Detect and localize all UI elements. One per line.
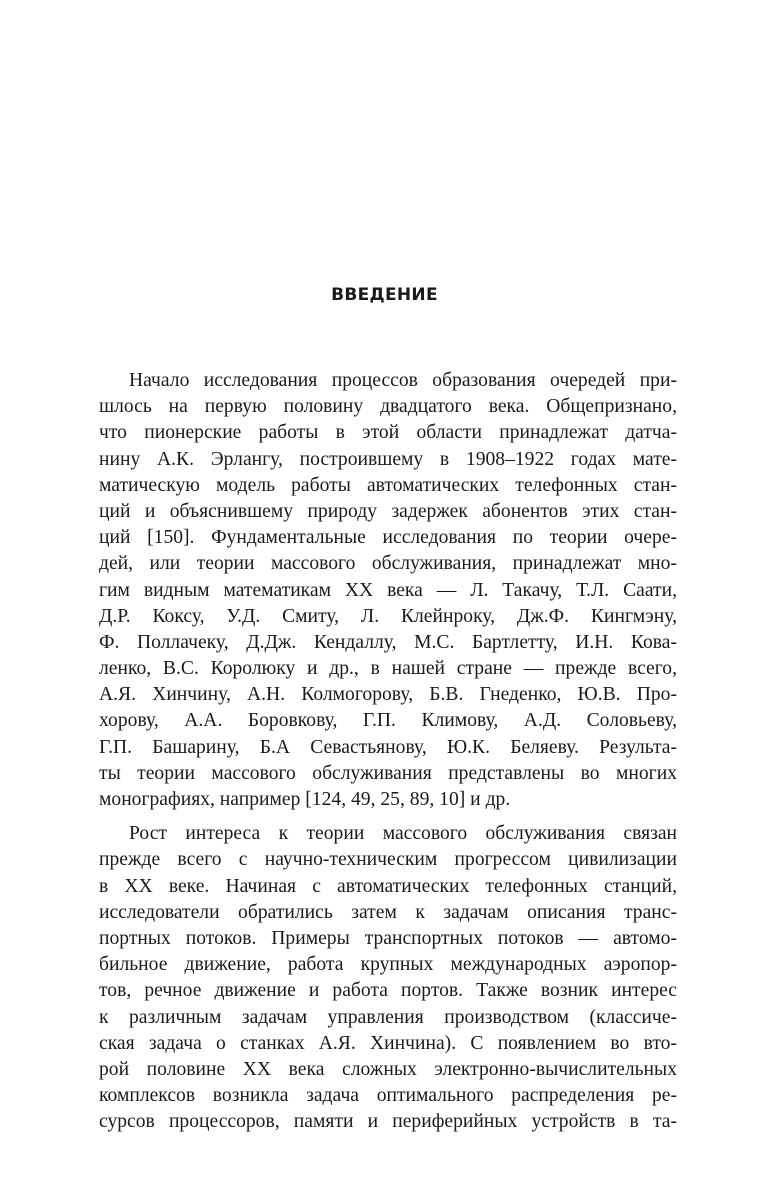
paragraph-2	[99, 821, 677, 1135]
text-line: Ф. Поллачеку, Д.Дж. Кендаллу, М.С. Бартлетту, И.Н. Кова-	[99, 631, 677, 653]
text-line: ская задача о станках А.Я. Хинчина). С появлением во вто-	[99, 1032, 677, 1054]
text-line: монографиях, например [124, 49, 25, 89, 10] и др.	[99, 789, 511, 810]
text-line: портных потоков. Примеры транспортных потоков — автомо-	[99, 927, 677, 949]
text-line: рой половине XX века сложных электронно-вычислительных	[99, 1058, 677, 1080]
text-line: матическую модель работы автоматических телефонных стан-	[99, 474, 677, 496]
text-line: сурсов процессоров, памяти и периферийных устройств в та-	[99, 1111, 677, 1133]
text-line: Д.Р. Коксу, У.Д. Смиту, Л. Клейнроку, Дж.Ф. Кингмэну,	[99, 605, 677, 627]
paragraph-gap	[99, 813, 677, 821]
text-line: Рост интереса к теории массового обслуживания связан	[129, 823, 677, 845]
text-line: бильное движение, работа крупных международных аэропор-	[99, 954, 677, 976]
text-line: шлось на первую половину двадцатого века. Общепризнано,	[99, 396, 677, 418]
text-line: в XX веке. Начиная с автоматических телефонных станций,	[99, 875, 677, 897]
text-line: прежде всего с научно-техническим прогрессом цивилизации	[99, 849, 677, 871]
text-line: дей, или теории массового обслуживания, принадлежат мно-	[99, 553, 677, 575]
text-line: исследователи обратились затем к задачам описания транс-	[99, 901, 677, 923]
text-line: тов, речное движение и работа портов. Также возник интерес	[99, 980, 677, 1002]
body-text	[99, 368, 677, 1135]
text-line: хорову, А.А. Боровкову, Г.П. Климову, А.Д. Соловьеву,	[99, 710, 677, 732]
text-line: гим видным математикам XX века — Л. Такачу, Т.Л. Саати,	[99, 579, 677, 601]
text-line: что пионерские работы в этой области принадлежат датча-	[99, 422, 677, 444]
text-line: комплексов возникла задача оптимального распределения ре-	[99, 1085, 677, 1107]
paragraph-1	[99, 368, 677, 813]
text-line: ций [150]. Фундаментальные исследования по теории очере-	[99, 527, 677, 549]
text-line: ций и объяснившему природу задержек абонентов этих стан-	[99, 500, 677, 522]
text-line: нину А.К. Эрлангу, построившему в 1908–1922 годах мате-	[99, 448, 677, 470]
text-line: к различным задачам управления производством (классиче-	[99, 1006, 677, 1028]
chapter-heading: ВВЕДЕНИЕ	[331, 285, 438, 305]
text-line: ленко, В.С. Королюку и др., в нашей стране — прежде всего,	[99, 658, 677, 680]
text-line: Начало исследования процессов образования очередей при-	[129, 370, 677, 391]
text-line: Г.П. Башарину, Б.А Севастьянову, Ю.К. Беляеву. Результа-	[99, 736, 677, 758]
text-line: ты теории массового обслуживания представлены во многих	[99, 762, 677, 784]
text-line: А.Я. Хинчину, А.Н. Колмогорову, Б.В. Гнеденко, Ю.В. Про-	[99, 684, 677, 706]
